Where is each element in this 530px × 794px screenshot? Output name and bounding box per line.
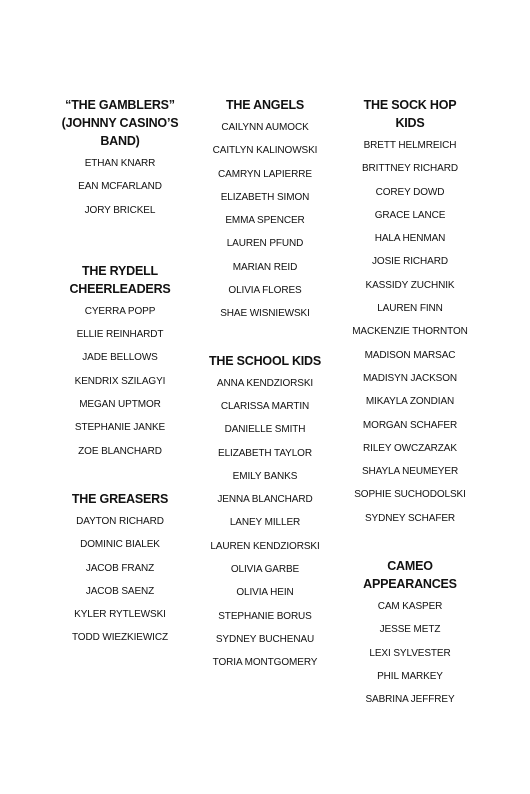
cast-member-name: JENNA BLANCHARD	[217, 494, 313, 506]
cast-member-name: RILEY OWCZARZAK	[363, 442, 457, 454]
cast-member-name: TORIA MONTGOMERY	[212, 657, 318, 669]
group-heading: THE ANGELS	[225, 98, 305, 112]
cast-member-name: EAN MCFARLAND	[78, 181, 162, 193]
cast-group	[72, 490, 168, 656]
cast-member-name: DANIELLE SMITH	[224, 424, 306, 436]
cast-member-name: MARIAN REID	[232, 261, 298, 273]
cast-member-name: SOPHIE SUCHODOLSKI	[354, 489, 466, 501]
cast-member-name: MEGAN UPTMOR	[79, 399, 161, 411]
cast-member-name: STEPHANIE JANKE	[74, 422, 166, 434]
cast-member-name: SABRINA JEFFREY	[365, 694, 455, 706]
group-heading: THE RYDELL CHEERLEADERS	[69, 263, 171, 296]
cast-group	[350, 96, 470, 536]
cast-member-name: JACOB SAENZ	[85, 585, 155, 597]
cast-member-name: JOSIE RICHARD	[372, 256, 448, 268]
cast-member-name: MADISON MARSAC	[364, 349, 456, 361]
cast-member-name: OLIVIA GARBE	[230, 564, 300, 576]
cast-member-name: LAUREN PFUND	[226, 238, 304, 250]
cast-member-name: SYDNEY BUCHENAU	[215, 633, 315, 645]
cast-member-name: DOMINIC BIALEK	[80, 539, 160, 551]
cast-member-name: HALA HENMAN	[374, 233, 446, 245]
cast-member-name: SYDNEY SCHAFER	[364, 512, 456, 524]
cast-member-name: LEXI SYLVESTER	[369, 647, 451, 659]
cast-member-name: OLIVIA FLORES	[228, 285, 302, 297]
cast-member-name: CAITLYN KALINOWSKI	[212, 145, 318, 157]
cast-member-name: OLIVIA HEIN	[236, 587, 294, 599]
cast-member-name: ELIZABETH TAYLOR	[218, 447, 312, 459]
cast-member-name: ETHAN KNARR	[84, 158, 156, 169]
cast-member-name: BRITTNEY RICHARD	[361, 163, 458, 175]
cast-column-3	[350, 96, 470, 718]
cast-column-2	[205, 96, 325, 681]
group-heading: THE SCHOOL KIDS	[208, 353, 322, 368]
cast-group	[209, 352, 321, 681]
group-heading: “THE GAMBLERS” (JOHNNY CASINO’S BAND)	[61, 98, 179, 148]
cast-member-name: MIKAYLA ZONDIAN	[365, 396, 455, 408]
cast-member-name: CYERRA POPP	[84, 305, 156, 317]
cast-member-name: STEPHANIE BORUS	[218, 610, 312, 622]
cast-member-name: KASSIDY ZUCHNIK	[365, 279, 455, 291]
cast-member-name: MADISYN JACKSON	[362, 372, 458, 384]
cast-member-name: CAMRYN LAPIERRE	[218, 168, 312, 180]
cast-member-name: MORGAN SCHAFER	[362, 419, 458, 431]
cast-member-name: ELIZABETH SIMON	[220, 191, 310, 203]
cast-member-name: EMILY BANKS	[232, 470, 298, 482]
cast-member-name: PHIL MARKEY	[377, 670, 443, 682]
cast-member-name: JESSE METZ	[379, 624, 441, 636]
cast-member-name: ELLIE REINHARDT	[76, 329, 164, 341]
cast-member-name: LAUREN FINN	[377, 303, 443, 315]
cast-member-name: JORY BRICKEL	[84, 204, 156, 216]
cast-column-1	[60, 96, 180, 656]
group-heading: CAMEO APPEARANCES	[363, 559, 457, 592]
cast-group	[69, 262, 170, 469]
cast-group	[213, 96, 318, 332]
cast-member-name: CAILYNN AUMOCK	[221, 122, 309, 133]
cast-member-name: KENDRIX SZILAGYI	[74, 375, 166, 387]
cast-member-name: SHAE WISNIEWSKI	[220, 308, 310, 320]
cast-member-name: CAM KASPER	[377, 601, 443, 613]
cast-member-name: BRETT HELMREICH	[363, 140, 457, 151]
group-heading: THE GREASERS	[71, 491, 169, 506]
cast-member-name: SHAYLA NEUMEYER	[361, 466, 459, 478]
cast-member-name: MACKENZIE THORNTON	[352, 326, 468, 338]
cast-member-name: ZOE BLANCHARD	[78, 445, 162, 457]
cast-member-name: JADE BELLOWS	[82, 352, 158, 364]
cast-member-name: EMMA SPENCER	[225, 215, 305, 227]
cast-member-name: LANEY MILLER	[229, 517, 301, 529]
cast-member-name: LAUREN KENDZIORSKI	[210, 540, 320, 552]
cast-member-name: KYLER RYTLEWSKI	[74, 609, 166, 621]
cast-member-name: COREY DOWD	[375, 186, 445, 198]
group-heading: THE SOCK HOP KIDS	[363, 98, 457, 130]
cast-member-name: JACOB FRANZ	[85, 562, 155, 574]
cast-group	[350, 557, 470, 717]
cast-member-name: GRACE LANCE	[374, 209, 446, 221]
cast-group	[62, 96, 179, 228]
cast-member-name: TODD WIEZKIEWICZ	[71, 632, 168, 644]
cast-member-name: DAYTON RICHARD	[76, 515, 164, 527]
cast-member-name: CLARISSA MARTIN	[220, 400, 310, 412]
cast-member-name: ANNA KENDZIORSKI	[216, 377, 314, 389]
